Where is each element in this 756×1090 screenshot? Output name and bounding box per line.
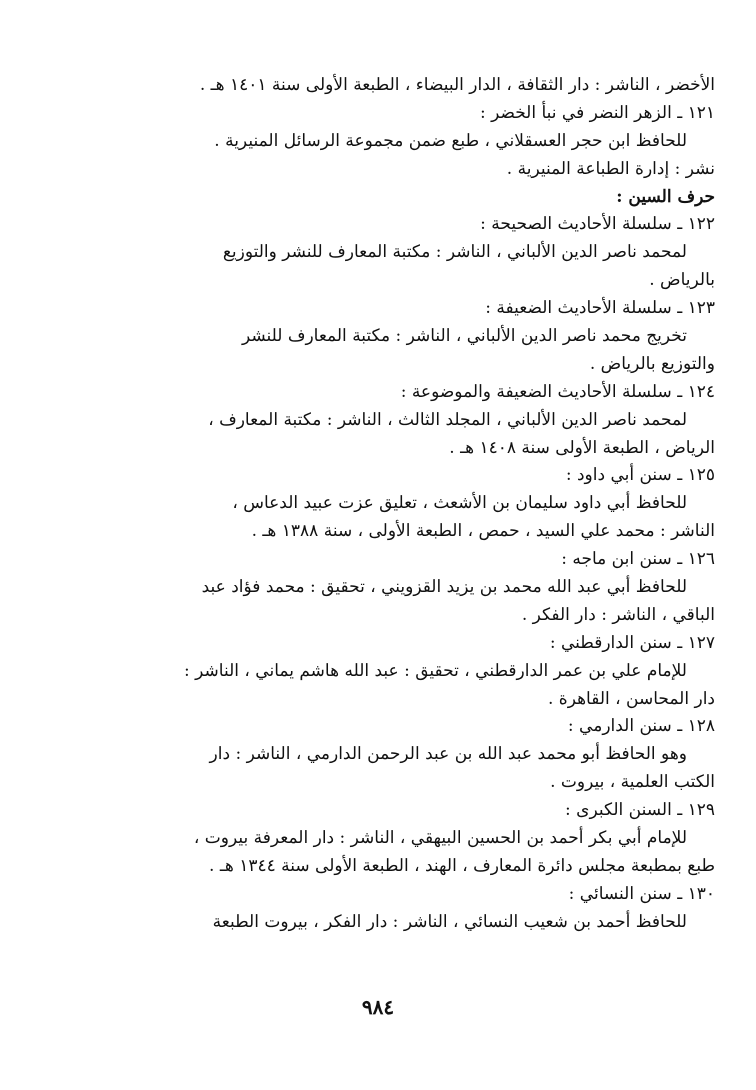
entry-heading: ١٢٣ ـ سلسلة الأحاديث الضعيفة :: [485, 298, 715, 319]
entry-detail: الكتب العلمية ، بيروت .: [550, 772, 715, 793]
entry-detail: الناشر : محمد علي السيد ، حمص ، الطبعة الأولى ، سنة ١٣٨٨ هـ .: [251, 521, 715, 542]
entry-heading: ١٢٧ ـ سنن الدارقطني :: [549, 632, 715, 653]
entry-detail: للحافظ أبي عبد الله محمد بن يزيد القزويني ، تحقيق : محمد فؤاد عبد: [201, 577, 687, 598]
entry-heading: ١٢١ ـ الزهر النضر في نبأ الخضر :: [479, 102, 715, 123]
entry-heading: ١٢٨ ـ سنن الدارمي :: [567, 716, 715, 737]
entry-heading: ١٢٩ ـ السنن الكبرى :: [565, 800, 715, 821]
entry-detail: الباقي ، الناشر : دار الفكر .: [521, 604, 715, 625]
entry-detail: للإمام علي بن عمر الدارقطني ، تحقيق : عبد الله هاشم يماني ، الناشر :: [184, 660, 687, 681]
entry-detail: والتوزيع بالرياض .: [589, 353, 715, 374]
entry-detail: لمحمد ناصر الدين الألباني ، الناشر : مكتبة المعارف للنشر والتوزيع: [222, 242, 687, 263]
entry-detail: نشر : إدارة الطباعة المنيرية .: [506, 158, 715, 179]
entry-heading: ١٢٢ ـ سلسلة الأحاديث الصحيحة :: [480, 214, 715, 235]
entry-detail: وهو الحافظ أبو محمد عبد الله بن عبد الرحمن الدارمي ، الناشر : دار: [209, 744, 687, 765]
entry-heading: ١٣٠ ـ سنن النسائي :: [568, 883, 715, 904]
entry-detail: دار المحاسن ، القاهرة .: [547, 688, 715, 709]
entry-heading: ١٢٥ ـ سنن أبي داود :: [565, 465, 715, 486]
section-heading: حرف السين :: [616, 186, 715, 207]
entry-detail: طبع بمطبعة مجلس دائرة المعارف ، الهند ، الطبعة الأولى سنة ١٣٤٤ هـ .: [209, 855, 715, 876]
entry-detail: للإمام أبي بكر أحمد بن الحسين البيهقي ، الناشر : دار المعرفة بيروت ،: [193, 828, 687, 849]
entry-detail: للحافظ أبي داود سليمان بن الأشعث ، تعليق عزت عبيد الدعاس ،: [232, 493, 687, 514]
entry-detail: بالرياض .: [649, 270, 715, 291]
entry-heading: ١٢٦ ـ سنن ابن ماجه :: [561, 549, 715, 570]
entry-detail: للحافظ ابن حجر العسقلاني ، طبع ضمن مجموعة الرسائل المنيرية .: [214, 130, 687, 151]
text-line: الأخضر ، الناشر : دار الثقافة ، الدار البيضاء ، الطبعة الأولى سنة ١٤٠١ هـ .: [199, 75, 715, 95]
entry-detail: للحافظ أحمد بن شعيب النسائي ، الناشر : دار الفكر ، بيروت الطبعة: [212, 911, 687, 932]
document-page: [55, 72, 715, 937]
entry-heading: ١٢٤ ـ سلسلة الأحاديث الضعيفة والموضوعة :: [400, 381, 715, 402]
entry-detail: لمحمد ناصر الدين الألباني ، المجلد الثالث ، الناشر : مكتبة المعارف ،: [208, 409, 687, 430]
entry-detail: الرياض ، الطبعة الأولى سنة ١٤٠٨ هـ .: [449, 437, 715, 458]
page-number: ٩٨٤: [361, 995, 395, 1019]
entry-detail: تخريج محمد ناصر الدين الألباني ، الناشر : مكتبة المعارف للنشر: [241, 326, 687, 347]
